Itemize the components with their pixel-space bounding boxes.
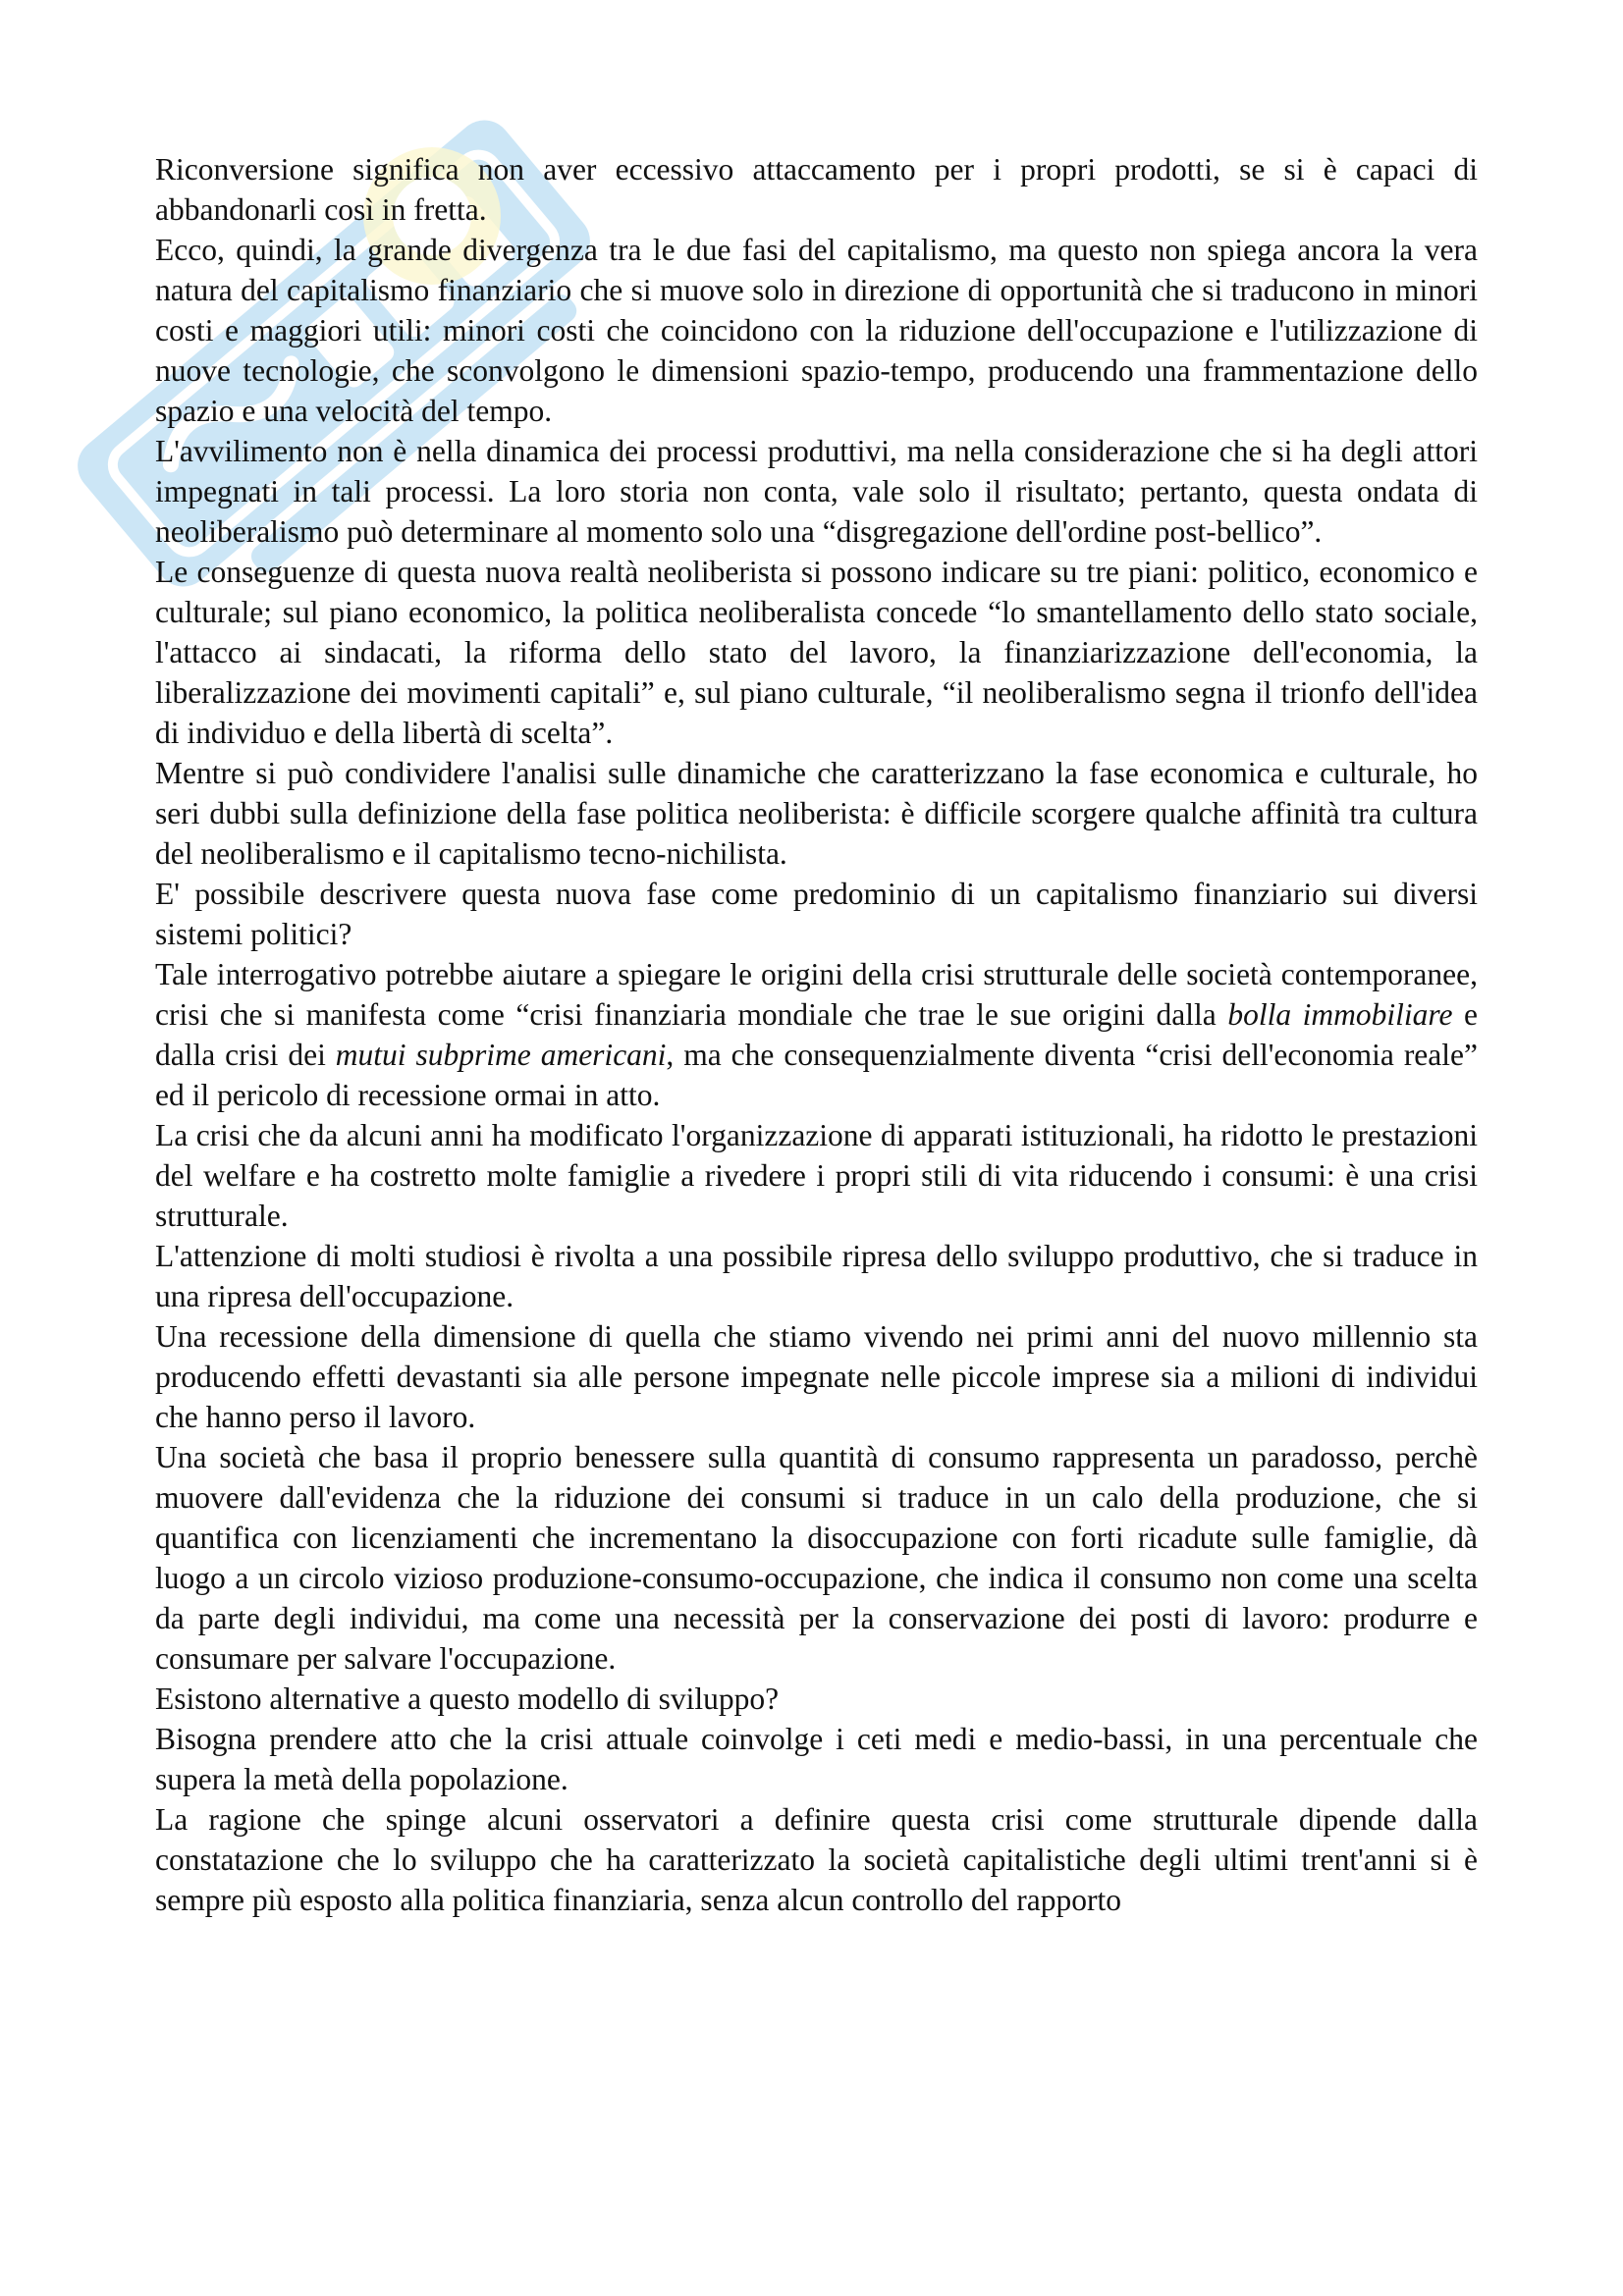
paragraph-11: Una società che basa il proprio benessere sulla quantità di consumo rappresenta un paradosso, perchè muovere dall'evidenza che la riduzione dei consumi si traduce in un calo della produzione, che si quantifica con licenziamenti che incrementano la disoccupazione con forti ricadute sulle famiglie, dà luogo a un circolo vizioso produzione-consumo-occupazione, che indica il consumo non come una scelta da parte degli individui, ma come una necessità per la conservazione dei posti di lavoro: produrre e consumare per salvare l'occupazione. (155, 1440, 1478, 1676)
paragraph-10: Una recessione della dimensione di quella che stiamo vivendo nei primi anni del nuovo millennio sta producendo effetti devastanti sia alle persone impegnate nelle piccole imprese sia a milioni di individui che hanno perso il lavoro. (155, 1319, 1478, 1434)
paragraph-7-part-2: e dalla crisi dei (155, 997, 1479, 1072)
term-bolla-immobiliare: bolla immobiliare (1227, 997, 1453, 1032)
paragraph-12: Esistono alternative a questo modello di sviluppo? (155, 1682, 780, 1716)
paragraph-3: L'avvilimento non è nella dinamica dei processi produttivi, ma nella considerazione che si ha degli attori impegnati in tali processi. La loro storia non conta, vale solo il risultato; pertanto, questa ondata di neoliberalismo può determinare al momento solo una “disgregazione dell'ordine post-bellico”. (155, 434, 1478, 549)
paragraph-1: Riconversione significa non aver eccessivo attaccamento per i propri prodotti, se si è capaci di abbandonarli così in fretta. (155, 152, 1478, 227)
paragraph-8: La crisi che da alcuni anni ha modificato l'organizzazione di apparati istituzionali, ha ridotto le prestazioni del welfare e ha costretto molte famiglie a rivedere i propri stili di vita riducendo i consumi: è una crisi strutturale. (155, 1118, 1478, 1233)
paragraph-4: Le conseguenze di questa nuova realtà neoliberista si possono indicare su tre piani: politico, economico e culturale; sul piano economico, la politica neoliberalista concede “lo smantellamento dello stato sociale, l'attacco ai sindacati, la riforma dello stato del lavoro, la finanziarizzazione dell'economia, la liberalizzazione dei movimenti capitali” e, sul piano culturale, “il neoliberalismo segna il trionfo dell'idea di individuo e della libertà di scelta”. (155, 555, 1478, 750)
document-body (155, 149, 1478, 1920)
paragraph-9: L'attenzione di molti studiosi è rivolta a una possibile ripresa dello sviluppo produttivo, che si traduce in una ripresa dell'occupazione. (155, 1239, 1478, 1313)
paragraph-6: E' possibile descrivere questa nuova fase come predominio di un capitalismo finanziario sui diversi sistemi politici? (155, 877, 1478, 951)
paragraph-13: Bisogna prendere atto che la crisi attuale coinvolge i ceti medi e medio-bassi, in una percentuale che supera la metà della popolazione. (155, 1722, 1478, 1796)
paragraph-5: Mentre si può condividere l'analisi sulle dinamiche che caratterizzano la fase economica e culturale, ho seri dubbi sulla definizione della fase politica neoliberista: è difficile scorgere qualche affinità tra cultura del neoliberalismo e il capitalismo tecno-nichilista. (155, 756, 1478, 871)
paragraph-7-part-3: , ma che consequenzialmente diventa “crisi dell'economia reale” ed il pericolo di recessione ormai in atto. (155, 1038, 1478, 1112)
term-mutui-subprime: mutui subprime americani (335, 1038, 667, 1072)
paragraph-7 (155, 954, 1478, 1115)
paragraph-2: Ecco, quindi, la grande divergenza tra le due fasi del capitalismo, ma questo non spiega ancora la vera natura del capitalismo finanziario che si muove solo in direzione di opportunità che si traducono in minori costi e maggiori utili: minori costi che coincidono con la riduzione dell'occupazione e l'utilizzazione di nuove tecnologie, che sconvolgono le dimensioni spazio-tempo, producendo una frammentazione dello spazio e una velocità del tempo. (155, 233, 1478, 428)
paragraph-14: La ragione che spinge alcuni osservatori a definire questa crisi come strutturale dipende dalla constatazione che lo sviluppo che ha caratterizzato la società capitalistiche degli ultimi trent'anni si è sempre più esposto alla politica finanziaria, senza alcun controllo del rapporto (155, 1802, 1478, 1917)
paragraph-7-part-1: Tale interrogativo potrebbe aiutare a spiegare le origini della crisi strutturale delle società contemporanee, crisi che si manifesta come “crisi finanziaria mondiale che trae le sue origini dalla (155, 957, 1478, 1032)
